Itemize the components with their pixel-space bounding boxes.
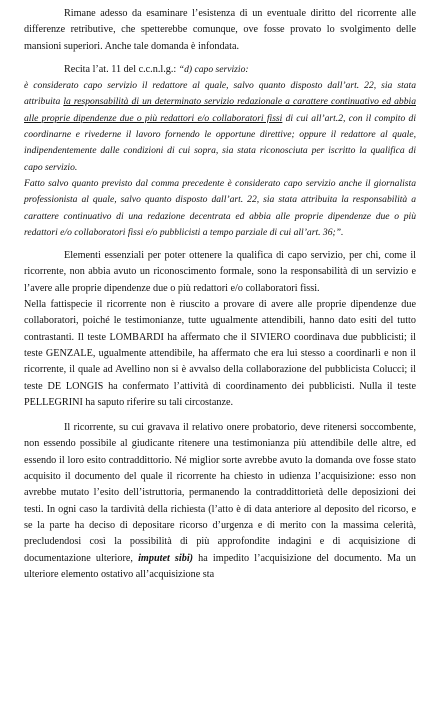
witnesses-text: Nella fattispecie il ricorrente non è riuscito a provare di avere alle proprie dipendenze due collaboratori, poiché le testimonianze, tutte ugualmente attendibili, hanno dato esiti del tutto contrastanti. Il teste LOMBARDI ha affermato che il SIVIERO coordinava due pubblicisti; il teste GENZALE, ugualmente attendibile, ha affermato che era lui stesso a coordinarli e non il ricorrente, il quale ad Avellino non si è avvalso della collaborazione del pubblicista Colucci; il teste DE LONGIS ha confermato l’attività di coordinamento dei pubblicisti. Nulla il teste PELLEGRINI ha saputo riferire su tali circostanze. (24, 299, 416, 408)
burden-of-proof-end: ha impedito l’acquisizione del documento. Ma un ulteriore elemento ostativo all’acquisizione sta (24, 552, 416, 580)
paragraph-intro (24, 6, 416, 55)
paragraph-contract-reference (24, 62, 416, 78)
quote-paragraph-2 (24, 176, 416, 241)
paragraph-intro-text: Rimane adesso da esaminare l’esistenza di un eventuale diritto del ricorrente alle differenze retributive, che spetterebbe comunque, ove fosse provato lo svolgimento delle mansioni superiori. Anche tale domanda è infondata. (24, 8, 416, 52)
paragraph-essential-elements (24, 248, 416, 297)
burden-of-proof-italic: imputet sibi) (138, 552, 194, 564)
quote-2-text: Fatto salvo quanto previsto dal comma precedente è considerato capo servizio anche il giornalista professionista al quale, salvo quanto disposto dall’art. 22, sia stata attribuita la responsabilità a carattere continuativo di una redazione decentrata ed abbia alle proprie dipendenze due o più redattori e/o collaboratori fissi e/o pubblicisti a tempo parziale di cui all’art. 36;”. (24, 177, 416, 238)
contract-quote-title: “d) capo servizio: (178, 63, 249, 75)
quote-paragraph-1 (24, 78, 416, 176)
document-page (24, 6, 416, 583)
quote-1-underlined: la responsabilità di un determinato servizio redazionale a carattere continuativo ed abbia alle proprie dipendenze due o più redattori e/o collaboratori fissi (24, 96, 416, 124)
quote-1-end: di cui all’art.2, con il compito di coordinarne e rivederne il lavoro fornendo le opportune direttive; oppure il redattore al quale, indipendentemente dalle condizioni di cui sopra, sia stata riconosciuta per iscritto la qualifica di capo servizio. (24, 112, 416, 173)
paragraph-burden-of-proof (24, 420, 416, 583)
burden-of-proof-text: Il ricorrente, su cui gravava il relativo onere probatorio, deve ritenersi soccombente, non essendo possibile al giudicante ritenere una testimonianza più attendibile delle altre, ed essendo il loro esito contraddittorio. Né miglior sorte avrebbe avuto la domanda ove fosse stato acquisito il documento del quale il ricorrente ha chiesto in udienza l’acquisizione: esso non avrebbe mutato l’esito dell’istruttoria, permanendo la contraddittorietà delle deposizioni dei testi. In ogni caso la tardività della richiesta (l’atto è di data anteriore al deposito del ricorso, e se la parte ha deciso di depositare ricorso d’urgenza e di merito con la massima celerità, precludendosi così la possibilità di più approfondite indagini e di acquisizione di documentazione ulteriore, (24, 422, 416, 564)
essential-elements-text: Elementi essenziali per poter ottenere la qualifica di capo servizio, per chi, come il ricorrente, non abbia avuto un riconoscimento formale, sono la responsabilità di un servizio e l’avere alle proprie dipendenze due o più redattori e/o collaboratori fissi. (24, 250, 416, 294)
contract-reference-lead: Recita l’at. 11 del c.c.n.l.g.: (64, 63, 179, 75)
quote-1-start: è considerato capo servizio il redattore al quale, salvo quanto disposto dall’art. 22, sia stata attribuita (24, 80, 416, 108)
paragraph-witnesses (24, 297, 416, 411)
contract-quote (24, 78, 416, 241)
